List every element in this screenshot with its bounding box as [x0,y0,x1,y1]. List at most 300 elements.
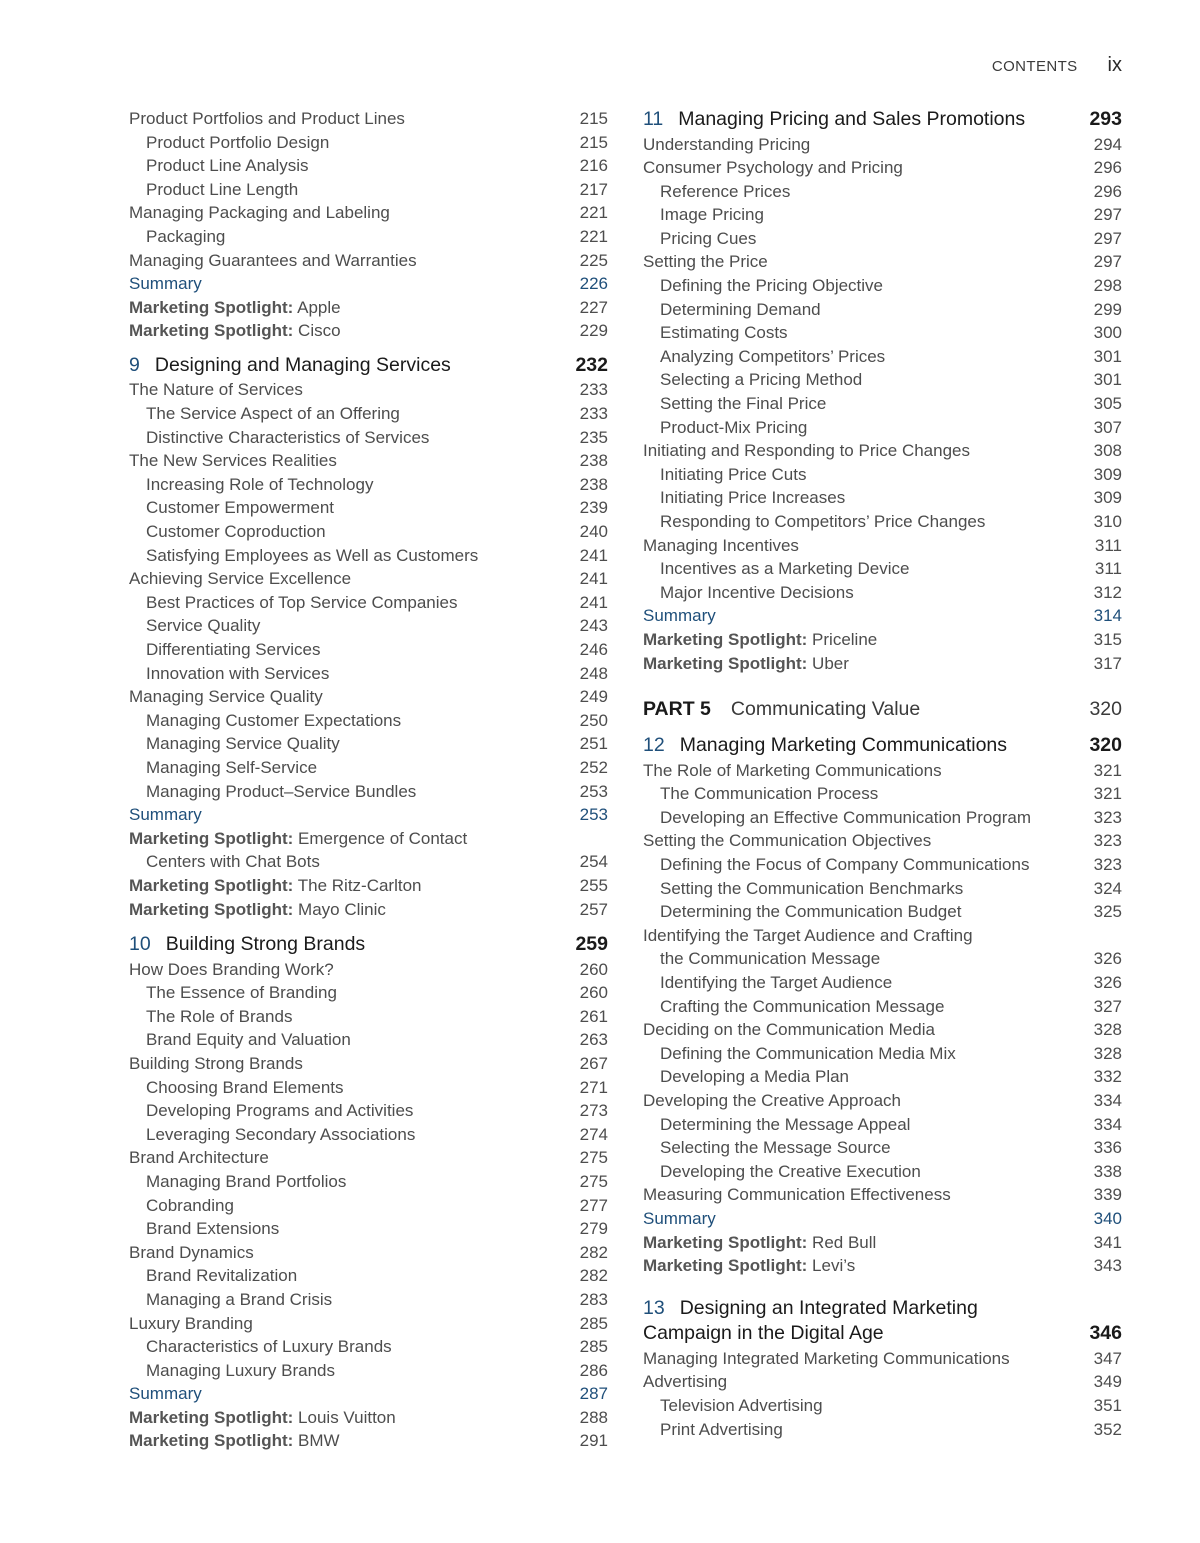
entry-page: 294 [1093,134,1122,154]
entry-page: 288 [579,1407,608,1427]
spotlight-label: Marketing Spotlight: [129,321,294,341]
toc-subentry[interactable] [129,614,608,638]
entry-page: 321 [1093,760,1122,780]
toc-entry[interactable] [129,107,608,131]
toc-subentry[interactable] [129,1005,608,1029]
entry-title: Determining Demand [660,299,821,319]
entry-page: 285 [579,1337,608,1357]
entry-page: 273 [579,1101,608,1121]
spotlight-label: Marketing Spotlight: [129,875,294,895]
part-label: PART 5 [643,698,711,721]
entry-page: 275 [579,1148,608,1168]
toc-entry[interactable] [643,250,1122,274]
toc-subentry[interactable] [129,1028,608,1052]
entry-page: 215 [579,109,608,128]
toc-subentry[interactable] [643,274,1122,298]
toc-subentry[interactable] [643,298,1122,322]
toc-summary-entry[interactable] [129,272,608,296]
entry-page: 274 [579,1124,608,1144]
toc-entry[interactable] [129,249,608,273]
entry-title: Developing an Effective Communication Program [660,807,1032,827]
part-page: 320 [1089,698,1122,721]
toc-subentry[interactable] [129,1359,608,1383]
entry-title: Television Advertising [660,1395,823,1415]
toc-subentry[interactable] [643,203,1122,227]
toc-subentry[interactable] [129,1194,608,1218]
toc-subentry[interactable] [643,995,1122,1019]
entry-page: 235 [579,427,608,447]
entry-page: 296 [1093,158,1122,178]
toc-subentry[interactable] [129,1264,608,1288]
entry-title: Measuring Communication Effectiveness [643,1185,951,1205]
spotlight-title: BMW [293,1431,340,1451]
spotlight-text [643,628,1094,652]
entry-page: 315 [1093,629,1122,649]
toc-subentry[interactable] [129,1335,608,1359]
entry-title: The Communication Process [660,784,879,804]
running-head-label: CONTENTS [991,58,1078,75]
running-head [992,54,1122,77]
toc-summary-entry[interactable] [129,803,608,827]
toc-subentry[interactable] [643,321,1122,345]
chapter-heading-11[interactable] [643,107,1122,133]
toc-subentry[interactable] [643,1160,1122,1184]
toc-subentry[interactable] [643,782,1122,806]
entry-page: 321 [1093,784,1122,804]
spotlight-title: Emergence of Contact [293,828,468,848]
entry-title: Initiating Price Increases [660,488,846,508]
entry-page: 323 [1093,831,1122,851]
entry-page: 253 [579,781,608,801]
entry-page: 260 [579,983,608,1003]
toc-entry[interactable] [129,685,608,709]
toc-spotlight-entry[interactable] [643,1231,1122,1255]
entry-title: Brand Dynamics [129,1242,254,1262]
toc-entry[interactable] [643,1018,1122,1042]
entry-title: Satisfying Employees as Well as Customers [146,545,479,565]
entry-title: Print Advertising [660,1419,783,1439]
toc-subentry[interactable] [129,544,608,568]
toc-entry[interactable] [129,201,608,225]
toc-subentry[interactable] [129,520,608,544]
entry-title: Customer Empowerment [146,498,335,518]
spotlight-label: Marketing Spotlight: [643,1256,808,1276]
entry-title: Determining the Communication Budget [660,902,962,922]
entry-page: 325 [1093,902,1122,922]
chapter-page: 293 [1089,108,1122,130]
toc-entry[interactable] [643,534,1122,558]
chapter-title: Building Strong Brands [165,933,366,956]
spotlight-text [643,1254,1094,1278]
toc-spotlight-entry[interactable] [643,628,1122,652]
chapter-heading-13[interactable] [643,1296,1122,1347]
entry-title: Developing a Media Plan [660,1067,850,1087]
toc-spotlight-entry[interactable] [129,827,608,874]
toc-entry[interactable] [129,1312,608,1336]
toc-column-left [129,107,608,1453]
entry-title: Characteristics of Luxury Brands [146,1337,392,1357]
entry-title: Defining the Pricing Objective [660,276,884,296]
entry-page: 298 [1093,276,1122,296]
entry-page: 297 [1093,205,1122,225]
entry-page: 311 [1094,559,1122,579]
entry-title: Best Practices of Top Service Companies [146,592,458,612]
toc-subentry[interactable] [643,180,1122,204]
spotlight-title: The Ritz-Carlton [293,875,422,895]
toc-list [643,133,1122,676]
toc-subentry[interactable] [643,581,1122,605]
chapter-heading-9[interactable] [129,353,608,379]
entry-page: 349 [1093,1372,1122,1392]
spotlight-text [129,296,580,320]
entry-page: 317 [1093,653,1122,673]
toc-subentry[interactable] [129,1288,608,1312]
toc-subentry[interactable] [129,496,608,520]
entry-title: Consumer Psychology and Pricing [643,158,903,178]
entry-page: 287 [579,1384,608,1404]
toc-subentry[interactable] [643,368,1122,392]
entry-page: 328 [1093,1020,1122,1040]
toc-entry[interactable] [129,567,608,591]
entry-page: 217 [579,179,608,199]
entry-page: 352 [1093,1419,1122,1439]
entry-title: Initiating Price Cuts [660,464,807,484]
toc-subentry[interactable] [129,1076,608,1100]
entry-page: 311 [1094,535,1122,555]
toc-subentry[interactable] [643,392,1122,416]
entry-page: 309 [1093,488,1122,508]
entry-page: 347 [1093,1348,1122,1368]
entry-title: Choosing Brand Elements [146,1077,344,1097]
entry-page: 241 [579,592,608,612]
toc-subentry[interactable] [129,473,608,497]
entry-page: 271 [579,1077,608,1097]
toc-subentry[interactable] [643,345,1122,369]
toc-spotlight-entry[interactable] [129,296,608,320]
entry-title: Summary [129,274,202,294]
spotlight-title: Priceline [807,629,878,649]
toc-list [643,971,1122,1278]
entry-page: 216 [579,156,608,176]
entry-title: Managing a Brand Crisis [146,1289,333,1309]
chapter-heading-10[interactable] [129,932,608,958]
entry-page: 324 [1093,878,1122,898]
toc-entry[interactable] [129,1241,608,1265]
entry-title: Setting the Communication Benchmarks [660,878,964,898]
toc-subentry[interactable] [643,877,1122,901]
toc-entry[interactable] [129,449,608,473]
spotlight-title: Cisco [293,321,341,341]
entry-title: Developing the Creative Approach [643,1090,901,1110]
chapter-title: Managing Pricing and Sales Promotions [678,108,1026,130]
entry-page: 267 [579,1053,608,1073]
toc-subentry[interactable] [129,638,608,662]
toc-entry[interactable] [643,156,1122,180]
entry-page: 307 [1093,417,1122,437]
entry-page: 233 [579,380,608,400]
chapter-number: 13 [643,1296,665,1319]
entry-page: 250 [579,710,608,730]
chapter-number: 11 [643,108,664,130]
toc-subentry[interactable] [129,1170,608,1194]
entry-page: 297 [1093,252,1122,272]
toc-subentry[interactable] [643,486,1122,510]
entry-page: 326 [1093,973,1122,992]
chapter-title: Designing and Managing Services [154,353,451,376]
entry-title: Summary [129,805,202,825]
entry-title: Deciding on the Communication Media [643,1020,935,1040]
toc-subentry[interactable] [643,853,1122,877]
entry-title: Estimating Costs [660,323,788,343]
entry-title: Managing Guarantees and Warranties [129,250,417,270]
part-heading-5[interactable] [643,696,1122,722]
entry-page: 253 [579,805,608,825]
toc-subentry[interactable] [643,1418,1122,1442]
spotlight-label: Marketing Spotlight: [643,629,808,649]
toc-subentry[interactable] [129,178,608,202]
entry-title: Crafting the Communication Message [660,996,945,1016]
entry-page: 285 [579,1313,608,1333]
toc-spotlight-entry[interactable] [129,1429,608,1453]
toc-entry[interactable] [129,1052,608,1076]
entry-page: 275 [579,1171,608,1191]
entry-page: 328 [1093,1043,1122,1063]
entry-page: 241 [579,545,608,565]
entry-title: Analyzing Competitors’ Prices [660,346,886,366]
spotlight-text [129,898,580,922]
toc-entry[interactable] [643,1183,1122,1207]
entry-page: 221 [579,203,608,223]
toc-subentry[interactable] [129,662,608,686]
entry-page: 229 [579,321,608,341]
toc-subentry[interactable] [643,900,1122,924]
spotlight-label: Marketing Spotlight: [129,899,294,919]
toc-subentry[interactable] [643,557,1122,581]
toc-subentry[interactable] [129,591,608,615]
entry-page: 308 [1093,441,1122,461]
toc-entry[interactable] [129,1146,608,1170]
part-title: Communicating Value [730,698,921,721]
entry-title: Building Strong Brands [129,1053,303,1073]
entry-title: Achieving Service Excellence [129,569,352,589]
spotlight-label: Marketing Spotlight: [129,828,294,848]
toc-subentry[interactable] [643,971,1122,995]
entry-page: 225 [579,250,608,270]
entry-title: The Nature of Services [129,380,303,400]
entry-page: 334 [1093,1114,1122,1134]
chapter-title: Managing Marketing Communications [679,734,1008,757]
entry-title: Developing the Creative Execution [660,1161,921,1181]
toc-subentry[interactable] [129,402,608,426]
toc-subentry[interactable] [643,1042,1122,1066]
entry-title: Product-Mix Pricing [660,417,808,437]
entry-page: 341 [1093,1232,1122,1252]
toc-entry[interactable] [643,133,1122,157]
toc-summary-entry[interactable] [643,1207,1122,1231]
entry-title: Selecting a Pricing Method [660,370,863,390]
entry-page: 243 [579,616,608,636]
toc-spotlight-entry[interactable] [129,319,608,343]
toc-list [643,759,1122,924]
entry-title: Product Line Length [146,179,299,199]
entry-page: 249 [579,687,608,707]
entry-page: 309 [1093,464,1122,484]
entry-page: 314 [1093,606,1122,626]
entry-title: Identifying the Target Audience [660,973,893,992]
entry-title: Selecting the Message Source [660,1138,891,1158]
entry-page: 246 [579,639,608,659]
entry-page: 301 [1093,370,1122,390]
toc-summary-entry[interactable] [643,604,1122,628]
entry-page: 299 [1093,299,1122,319]
toc-list [129,958,608,1453]
entry-page: 248 [579,663,608,683]
entry-title: Managing Luxury Brands [146,1360,336,1380]
spotlight-text [129,1406,580,1430]
chapter-heading-12[interactable] [643,733,1122,759]
entry-page: 343 [1093,1256,1122,1276]
entry-title: Incentives as a Marketing Device [660,559,910,579]
spotlight-title: Uber [807,653,849,673]
toc-subentry[interactable] [643,1394,1122,1418]
toc-spotlight-entry[interactable] [129,1406,608,1430]
entry-title: Cobranding [146,1195,234,1215]
entry-title: The Role of Brands [146,1006,293,1026]
entry-title: Brand Architecture [129,1148,269,1168]
entry-title: Brand Equity and Valuation [146,1030,351,1050]
entry-page: 339 [1093,1185,1122,1205]
entry-title: Summary [129,1384,202,1404]
toc-subentry[interactable] [643,227,1122,251]
toc-subentry[interactable] [129,709,608,733]
toc-subentry[interactable] [129,1123,608,1147]
toc-subentry[interactable] [129,1217,608,1241]
spotlight-title: Red Bull [807,1232,877,1252]
entry-page: 215 [579,132,608,152]
entry-page: 297 [1093,228,1122,248]
entry-title: Setting the Final Price [660,394,827,414]
toc-subentry[interactable] [129,426,608,450]
toc-entry[interactable] [643,1347,1122,1371]
entry-title: Differentiating Services [146,639,321,659]
entry-title: Product Portfolios and Product Lines [129,109,405,128]
entry-page: 227 [579,297,608,317]
spotlight-text [643,1231,1094,1255]
toc-entry-wrapped[interactable] [643,924,1122,971]
chapter-title-cont: Campaign in the Digital Age [643,1322,884,1345]
toc-subentry[interactable] [129,981,608,1005]
toc-entry[interactable] [643,439,1122,463]
toc-entry[interactable] [643,1370,1122,1394]
entry-title: How Does Branding Work? [129,959,334,979]
entry-title: Pricing Cues [660,228,757,248]
entry-title-cont: the Communication Message [660,949,881,969]
toc-spotlight-entry[interactable] [643,652,1122,676]
toc-entry[interactable] [643,1089,1122,1113]
entry-title: Innovation with Services [146,663,330,683]
entry-title: The Essence of Branding [146,983,337,1003]
entry-title: Understanding Pricing [643,134,811,154]
toc-subentry[interactable] [643,806,1122,830]
entry-page: 251 [579,734,608,754]
toc-subentry[interactable] [129,154,608,178]
toc-subentry[interactable] [643,463,1122,487]
entry-page: 326 [1093,949,1122,969]
toc-subentry[interactable] [643,510,1122,534]
toc-entry[interactable] [643,829,1122,853]
toc-entry[interactable] [129,958,608,982]
entry-title: Developing Programs and Activities [146,1101,414,1121]
entry-page: 240 [579,522,608,541]
entry-page: 233 [579,404,608,424]
entry-page: 300 [1093,323,1122,343]
entry-title: Managing Integrated Marketing Communications [643,1348,1010,1368]
toc-subentry[interactable] [129,1099,608,1123]
entry-title: Identifying the Target Audience and Crafting [643,925,973,945]
entry-page: 221 [579,226,608,246]
toc-list [643,1347,1122,1441]
entry-title: Packaging [146,226,226,246]
spotlight-title: Louis Vuitton [293,1407,396,1427]
entry-page: 282 [579,1266,608,1286]
entry-title: Increasing Role of Technology [146,474,374,494]
toc-column-right [643,107,1122,1441]
entry-title: Managing Packaging and Labeling [129,203,390,223]
toc-spotlight-entry[interactable] [643,1254,1122,1278]
entry-title: Setting the Communication Objectives [643,831,932,851]
entry-page: 282 [579,1242,608,1262]
toc-summary-entry[interactable] [129,1382,608,1406]
toc-subentry[interactable] [129,732,608,756]
chapter-number: 9 [129,353,140,376]
entry-page: 257 [579,899,608,919]
toc-subentry[interactable] [643,1065,1122,1089]
entry-page: 260 [579,959,608,979]
toc-subentry[interactable] [129,225,608,249]
spotlight-title-cont: Centers with Chat Bots [146,852,320,872]
entry-title: Leveraging Secondary Associations [146,1124,416,1144]
entry-page: 336 [1093,1138,1122,1158]
entry-page: 312 [1093,582,1122,602]
toc-spotlight-entry[interactable] [129,898,608,922]
entry-page: 323 [1093,807,1122,827]
spotlight-text [643,652,1094,676]
entry-title: Brand Revitalization [146,1266,298,1286]
spotlight-title: Levi’s [807,1256,856,1276]
toc-entry[interactable] [129,378,608,402]
toc-subentry[interactable] [129,131,608,155]
toc-subentry[interactable] [129,780,608,804]
entry-title: The Role of Marketing Communications [643,760,942,780]
entry-title: Defining the Communication Media Mix [660,1043,956,1063]
entry-page: 254 [579,852,608,872]
toc-entry[interactable] [643,759,1122,783]
entry-title: The New Services Realities [129,451,337,471]
entry-page: 323 [1093,855,1122,875]
toc-subentry[interactable] [643,416,1122,440]
toc-subentry[interactable] [643,1136,1122,1160]
entry-title: Managing Self-Service [146,757,318,777]
entry-title: The Service Aspect of an Offering [146,404,400,424]
spotlight-label: Marketing Spotlight: [129,297,294,317]
toc-subentry[interactable] [129,756,608,780]
toc-subentry[interactable] [643,1113,1122,1137]
entry-page: 277 [579,1195,608,1215]
entry-page: 310 [1093,512,1122,531]
entry-page: 327 [1093,996,1122,1016]
entry-page: 301 [1093,346,1122,366]
toc-spotlight-entry[interactable] [129,874,608,898]
